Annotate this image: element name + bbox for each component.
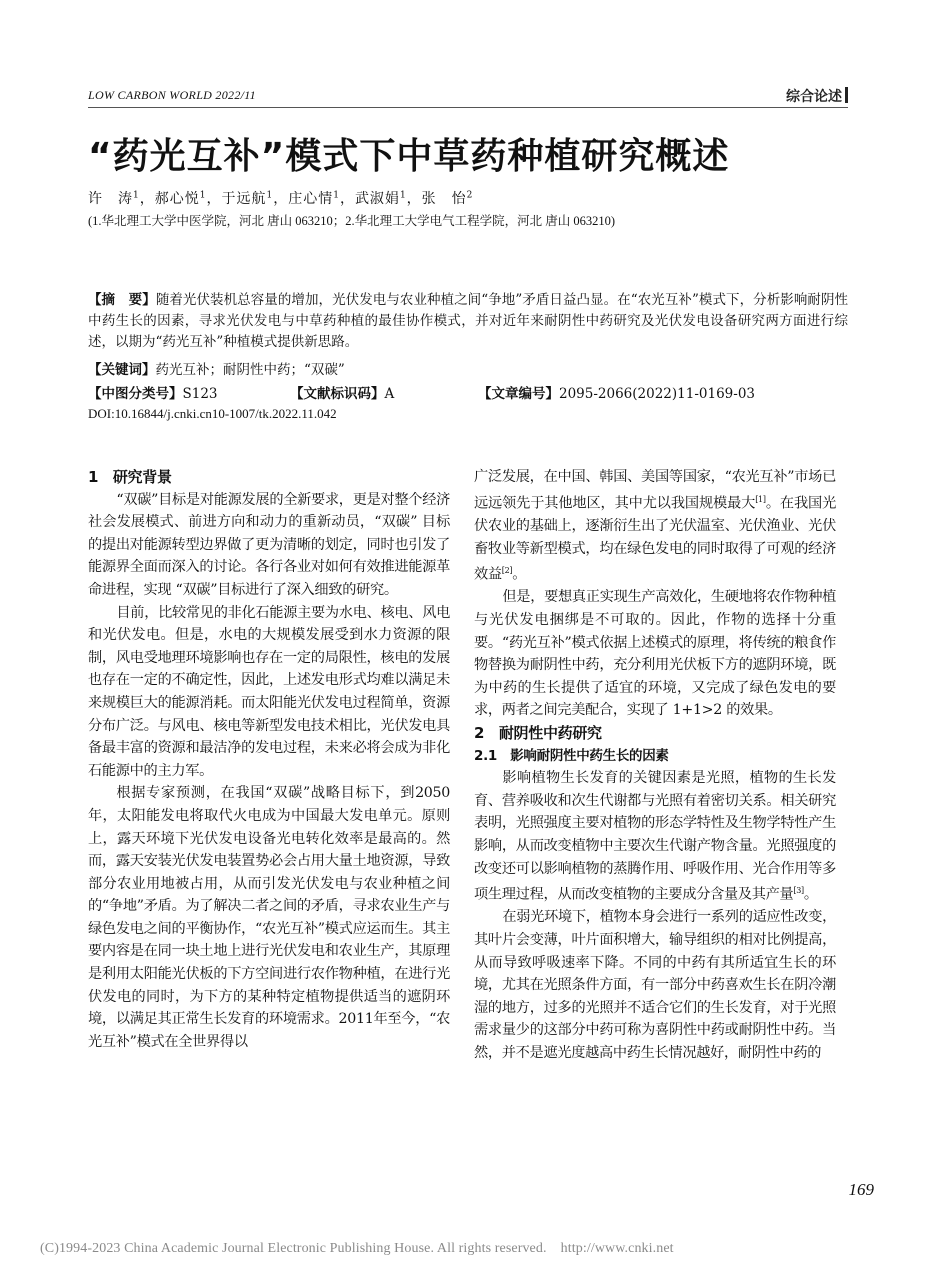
paragraph <box>474 466 836 586</box>
page-number: 169 <box>848 1180 874 1199</box>
copyright-footer: (C)1994-2023 China Academic Journal Electronic Publishing House. All rights reserved. http://www.cnki.net <box>40 1241 674 1256</box>
affiliations: (1.华北理工大学中医学院，河北 唐山 063210；2.华北理工大学电气工程学院，河北 唐山 063210) <box>88 214 616 228</box>
keywords-label: 【关键词】 <box>88 362 156 378</box>
keywords <box>88 358 345 378</box>
author-affiliation-mark: 1 <box>266 190 274 201</box>
paragraph-text: 。在我国光伏农业的基础上，逐渐衍生出了光伏温室、光伏渔业、光伏畜牧业等新型模式，均在绿色发电的同时取得了可观的经济效益 <box>474 495 836 583</box>
article-title: “药光互补”模式下中草药种植研究概述 <box>88 136 730 177</box>
paragraph: 目前，比较常见的非化石能源主要为水电、核电、风电和光伏发电。但是，水电的大规模发展受到水力资源的限制，风电受地理环境影响也存在一定的局限性，核电的发展也存在一定的不确定性，因此，上述发电形式均难以满足未来规模巨大的能源消耗。而太阳能光伏发电过程简单，资源分布广泛。与风电、核电等新型发电技术相比，光伏发电具备最丰富的资源和最洁净的发电过程，未来必将会成为非化石能源中的主力军。 <box>88 604 450 779</box>
journal-name: LOW CARBON WORLD 2022/11 <box>88 88 256 102</box>
article-number-label: 【文章编号】 <box>478 386 559 402</box>
author-name: 郝心悦 <box>154 191 200 207</box>
author-affiliation-mark: 1 <box>133 190 140 201</box>
left-column <box>88 466 450 1053</box>
abstract-label: 【摘 要】 <box>88 292 156 308</box>
author-affiliation-mark: 1 <box>399 190 407 201</box>
abstract <box>88 290 848 353</box>
document-code <box>290 382 394 402</box>
author-affiliation-mark: 1 <box>199 190 207 201</box>
paragraph <box>474 767 836 906</box>
paragraph-text: 影响植物生长发育的关键因素是光照，植物的生长发育、营养吸收和次生代谢都与光照有着密切关系。相关研究表明，光照强度主要对植物的形态学特性及生物学特性产生影响，从而改变植物中主要次生代谢产物含量。光照强度的改变还可以影响植物的蒸腾作用、呼吸作用、光合作用等多项生理过程，从而改变植物的主要成分含量及其产量 <box>474 770 836 903</box>
subsection-heading: 2.1 影响耐阴性中药生长的因素 <box>474 747 669 764</box>
author-name: 庄心情 <box>288 191 334 207</box>
paragraph-text: 。 <box>803 886 818 903</box>
paragraph-text: 广泛发展，在中国、韩国、美国等国家，“农光互补”市场已远远领先于其他地区，其中尤以我国规模最大 <box>474 469 836 512</box>
column-tag-bar <box>845 87 848 103</box>
citation: [2] <box>501 566 513 576</box>
doi: DOI:10.16844/j.cnki.cn10-1007/tk.2022.11.042 <box>88 406 337 421</box>
paragraph: 根据专家预测，在我国“双碳”战略目标下，到2050年，太阳能发电将取代火电成为中国最大发电单元。原则上，露天环境下光伏发电设备光电转化效率是最高的。然而，露天安装光伏发电装置势必会占用大量土地资源，导致部分农业用地被占用，从而引发光伏发电与农业种植之间的“争地”矛盾。为了解决二者之间的矛盾，寻求农业生产与绿色发电之间的平衡协作，“农光互补”模式应运而生。其主要内容是在同一块土地上进行光伏发电和农业生产，其原理是利用太阳能光伏板的下方空间进行农作物种植，在进行光伏发电的同时，为下方的某种特定植物提供适当的遮阴环境，以满足其正常生长发育的环境需求。2011年至今，“农光互补”模式在全世界得以 <box>88 785 450 1050</box>
paragraph: “双碳”目标是对能源发展的全新要求，更是对整个经济社会发展模式、前进方向和动力的重新动员，“双碳” 目标的提出对能源转型边界做了更为清晰的划定，同时也引发了能源界全面而深入的讨论。各行各业对如何有效推进能源革命进程，实现 “双碳”目标进行了深入细致的研究。 <box>88 491 450 598</box>
header-rule <box>88 107 848 108</box>
author-name: 许 涛 <box>88 191 133 207</box>
right-column <box>474 466 836 1065</box>
author-list: 许 涛$^1$，郝心悦$^1$，于远航$^1$，庄心情$^1$，武淑娟$^1$，张 怡$^2$ <box>88 190 474 207</box>
paragraph-text: 。 <box>512 566 527 583</box>
paragraph: 但是，要想真正实现生产高效化，生硬地将农作物种植与光伏发电捆绑是不可取的。因此，作物的选择十分重要。“药光互补”模式依据上述模式的原理，将传统的粮食作物替换为耐阴性中药，充分利用光伏板下方的遮阴环境，既为中药的生长提供了适宜的环境，又完成了绿色发电的要求，两者之间完美配合，实现了 1+1>2 的效果。 <box>474 589 836 719</box>
section-heading: 1 研究背景 <box>88 468 172 486</box>
doc-code-value: A <box>384 386 395 402</box>
article-number-value: 2095-2066(2022)11-0169-03 <box>559 386 756 402</box>
author-name: 张 怡 <box>421 191 467 207</box>
section-heading: 2 耐阴性中药研究 <box>474 724 602 742</box>
author-name: 武淑娟 <box>354 191 400 207</box>
doc-code-label: 【文献标识码】 <box>290 386 385 402</box>
paragraph: 在弱光环境下，植物本身会进行一系列的适应性改变，其叶片会变薄，叶片面积增大，输导组织的相对比例提高，从而导致呼吸速率下降。不同的中药有其所适宜生长的环境，尤其在光照条件方面，有一部分中药喜欢生长在阴冷潮湿的地方，过多的光照并不适合它们的生长发育，对于光照需求量少的这部分中药可称为喜阴性中药或耐阴性中药。当然，并不是遮光度越高中药生长情况越好，耐阴性中药的 <box>474 909 836 1062</box>
author-affiliation-mark: 1 <box>333 190 340 201</box>
keywords-text: 药光互补；耐阴性中药；“双碳” <box>155 362 345 378</box>
citation: [3] <box>793 886 804 896</box>
article-number <box>478 382 755 402</box>
clc-label: 【中图分类号】 <box>88 386 183 402</box>
clc-number <box>88 382 218 402</box>
abstract-text: 随着光伏装机总容量的增加，光伏发电与农业种植之间“争地”矛盾日益凸显。在“农光互补”模式下，分析影响耐阴性中药生长的因素，寻求光伏发电与中草药种植的最佳协作模式，并对近年来耐阴性中药研究及光伏发电设备研究两方面进行综述，以期为“药光互补”种植模式提供新思路。 <box>88 292 849 350</box>
author-affiliation-mark: 2 <box>466 190 474 201</box>
citation: [1] <box>755 494 766 504</box>
clc-value: S123 <box>182 386 218 402</box>
column-tag: 综合论述 <box>786 89 842 105</box>
author-name: 于远航 <box>221 191 267 207</box>
